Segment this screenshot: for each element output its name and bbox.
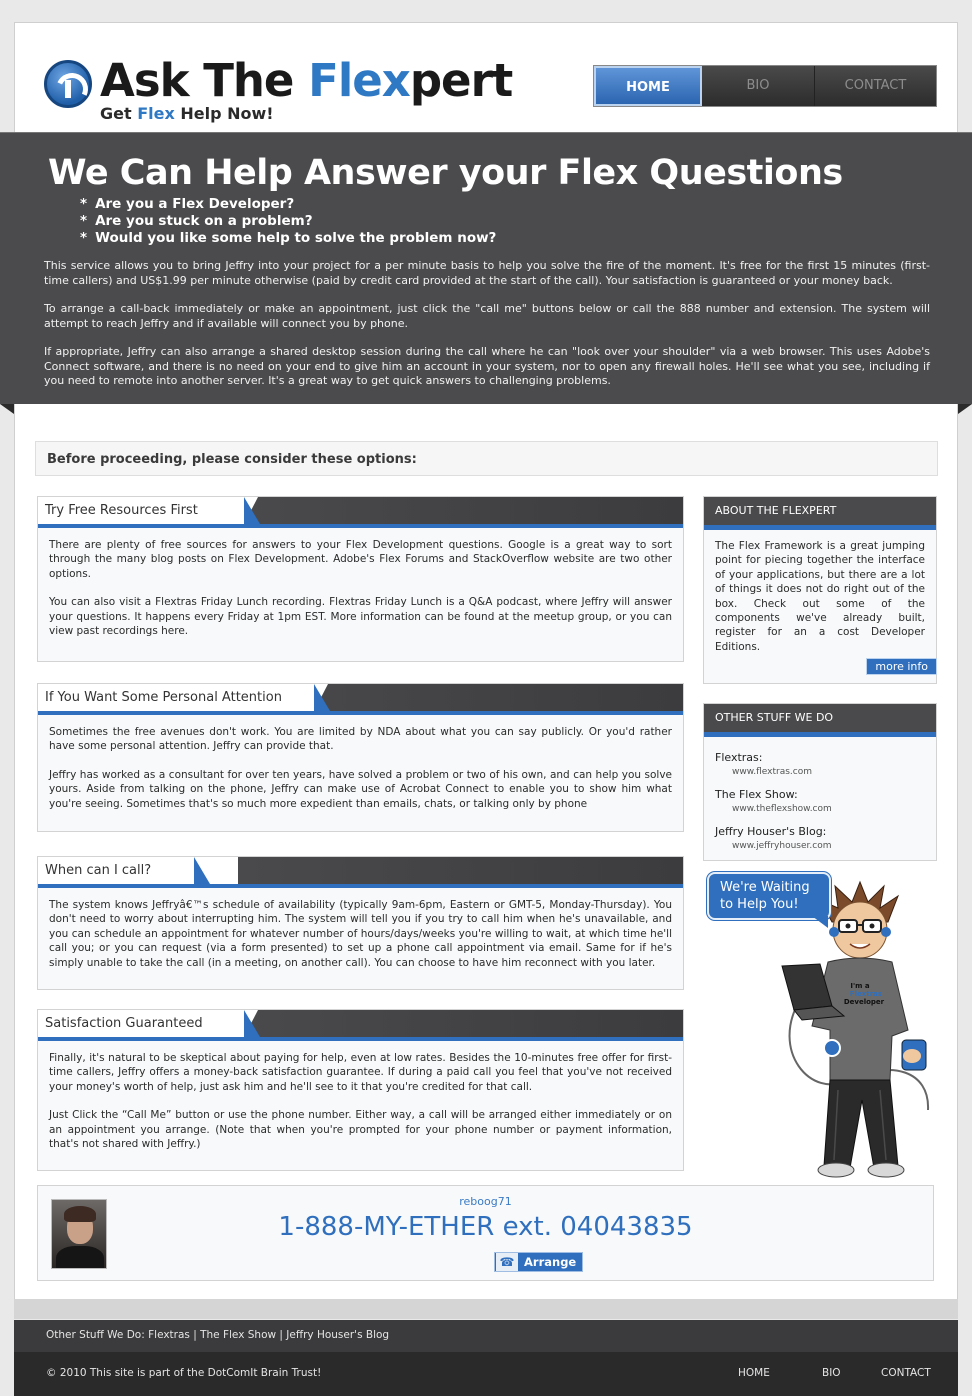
section-header [38, 684, 683, 715]
sidebar-other-title: OTHER STUFF WE DO [704, 704, 936, 737]
header-wedge-accent [244, 1010, 260, 1037]
mascot-shirt-line3: Developer [843, 998, 885, 1006]
username: reboog71 [459, 1195, 512, 1208]
bubble-line: to Help You! [720, 897, 799, 912]
hero-banner [0, 132, 972, 404]
footer-nav-bio[interactable]: BIO [822, 1367, 841, 1379]
section-title: When can I call? [38, 857, 194, 884]
sidebar-link-name: Jeffry Houser's Blog: [715, 824, 827, 838]
logo-icon [44, 60, 92, 108]
header-wedge-accent [194, 857, 210, 884]
section-satisfaction [37, 1009, 684, 1171]
hero-paragraph: To arrange a call-back immediately or make an appointment, just click the "call me" buttons below or call the 888 number and extension. The system will attempt to reach Jeffry and if available will connect you by phone. [44, 302, 930, 330]
bubble-line: We're Waiting [720, 880, 810, 895]
section-paragraph: Just Click the “Call Me” button or use the phone number. Either way, a call will be arranged either immediately or on an appointment you arrange. (Note that when you're prompted for your phone number or payment information, that's not shared with Jeffry.) [49, 1109, 672, 1151]
section-title: Satisfaction Guaranteed [38, 1010, 244, 1037]
call-box [37, 1185, 934, 1281]
hero-bullet: * Are you a Flex Developer? [80, 196, 496, 213]
arrange-button[interactable] [494, 1252, 583, 1272]
section-paragraph: Sometimes the free avenues don't work. You are limited by NDA about what you can say publicly. Or you'd rather have some personal attention. Jeffry can provide that. [49, 726, 672, 753]
sidebar-link-url[interactable]: www.flextras.com [732, 767, 813, 778]
sidebar-link-name: The Flex Show: [715, 787, 798, 801]
section-free-resources [37, 496, 684, 662]
nav-home[interactable]: HOME [594, 66, 702, 106]
section-paragraph: The system knows Jeffryâ€™s schedule of availability (typically 9am-6pm, Eastern or GMT-5, Monday-Thursday). You don't need to worry about interrupting him. The system will tell you if you try to call him when he's unavailable, and you can schedule an appointment for whatever number of hours/days/weeks you're willing to wait, at which time he'll call you; or you can request (via a form presented) to set up a phone call appointment via email. Same for if he's simply unable to take the call (in a meeting, on another call). You can choose to have him reconnect with you later. [49, 899, 672, 969]
section-body [38, 528, 683, 648]
hero-fold-right [958, 404, 972, 414]
hero-title: We Can Help Answer your Flex Questions [48, 153, 843, 193]
section-body [38, 715, 683, 821]
arrange-label: Arrange [524, 1255, 577, 1269]
consider-heading: Before proceeding, please consider these options: [35, 441, 938, 476]
sidebar-other-stuff [703, 703, 937, 861]
nav-contact[interactable]: CONTACT [844, 78, 907, 93]
speech-bubble [707, 872, 831, 920]
copyright: © 2010 This site is part of the DotComIt Brain Trust! [46, 1367, 322, 1379]
section-header [38, 857, 683, 888]
section-header [38, 1010, 683, 1041]
mascot-illustration [780, 880, 940, 1180]
hero-fold-left [0, 404, 14, 414]
logo-title: Ask The Flexpert [100, 54, 513, 107]
speech-bubble-tail [812, 916, 828, 928]
hero-paragraph: If appropriate, Jeffry can also arrange a shared desktop session during the call where he can "look over your shoulder" via a web browser. This uses Adobe's Connect software, and there is no need on your end to give him an account in your system, nor to open any firewall holes. He'll see what you see, including if you need to remote into another server. It's a great way to get quick answers to challenging problems. [44, 345, 930, 387]
sidebar-about [703, 496, 937, 684]
phone-icon: ☎ [496, 1253, 518, 1271]
header-wedge-accent [244, 497, 260, 524]
sidebar-link-url[interactable]: www.jeffryhouser.com [732, 841, 832, 852]
section-header [38, 497, 683, 528]
footer-nav-contact[interactable]: CONTACT [881, 1367, 931, 1379]
mascot-shirt-line2: Flextras [849, 990, 883, 998]
sidebar-links [704, 737, 936, 862]
more-info-button[interactable]: more info [866, 658, 937, 675]
logo-tagline: Get Flex Help Now! [100, 104, 274, 123]
hero-bullets [80, 196, 496, 247]
hero-bullet: * Are you stuck on a problem? [80, 213, 496, 230]
footer-strip [14, 1299, 958, 1319]
hero-bullet: * Would you like some help to solve the problem now? [80, 230, 496, 247]
section-paragraph: Finally, it's natural to be skeptical about paying for help, even at low rates. Besides the 10-minutes free offer for first-time callers, Jeffry offers a money-back satisfaction guarantee. If during a paid call you feel that you've not received your money's worth of help, just ask him and he'll see to it that you're credited for that call. [49, 1052, 672, 1093]
section-paragraph: You can also visit a Flextras Friday Lunch recording. Flextras Friday Lunch is a Q&A podcast, where Jeffry will answer your questions. It happens every Friday at 1pm EST. More information can be found at the meetup group, or you can view past recordings here. [49, 596, 672, 638]
section-title: Try Free Resources First [38, 497, 244, 524]
section-paragraph: There are plenty of free sources for answers to your Flex Development questions. Google is a great way to sort through the many blog posts on Flex Development. Adobe's Flex Forums and StackOverflow website are two other options. [49, 539, 672, 580]
section-body [38, 888, 683, 980]
phone-number: 1-888-MY-ETHER ext. 04043835 [278, 1212, 693, 1242]
sidebar-about-title: ABOUT THE FLEXPERT [704, 497, 936, 530]
section-paragraph: Jeffry has worked as a consultant for over ten years, have solved a problem or two of his own, and can help you solve yours. Aside from talking on the phone, Jeffry can make use of Acrobat Connect to enable you to show him what you're seeing. Sometimes that's so much more expedient than emails, chats, or talking only by phone [49, 768, 672, 810]
nav-bio[interactable]: BIO [702, 66, 815, 106]
hero-paragraph: This service allows you to bring Jeffry into your project for a per minute basis to help you solve the fire of the moment. It's free for the first 15 minutes (first-time callers) and US$1.99 per minute otherwise (paid by credit card provided at the start of the call). Your satisfaction is guaranteed or your money back. [44, 259, 930, 287]
footer-bottom [14, 1352, 958, 1396]
site-logo[interactable] [44, 54, 564, 128]
sidebar-link-name: Flextras: [715, 751, 763, 764]
footer-links[interactable]: Other Stuff We Do: Flextras | The Flex Show | Jeffry Houser's Blog [14, 1320, 958, 1352]
section-personal-attention [37, 683, 684, 832]
header-wedge-accent [314, 684, 330, 711]
sidebar-link-url[interactable]: www.theflexshow.com [732, 804, 832, 815]
mascot-shirt-line1: I'm a [850, 982, 870, 990]
section-when-call [37, 856, 684, 990]
footer-nav-home[interactable]: HOME [738, 1367, 770, 1379]
top-navigation [593, 65, 937, 107]
section-title: If You Want Some Personal Attention [38, 684, 314, 711]
section-body [38, 1041, 683, 1161]
sidebar-about-text: The Flex Framework is a great jumping point for piecing together the interface of your applications, but there are a lot of things it does not do right out of the box. Check out some of the components we've already built, register for an a cost Developer Editions. [715, 540, 925, 653]
